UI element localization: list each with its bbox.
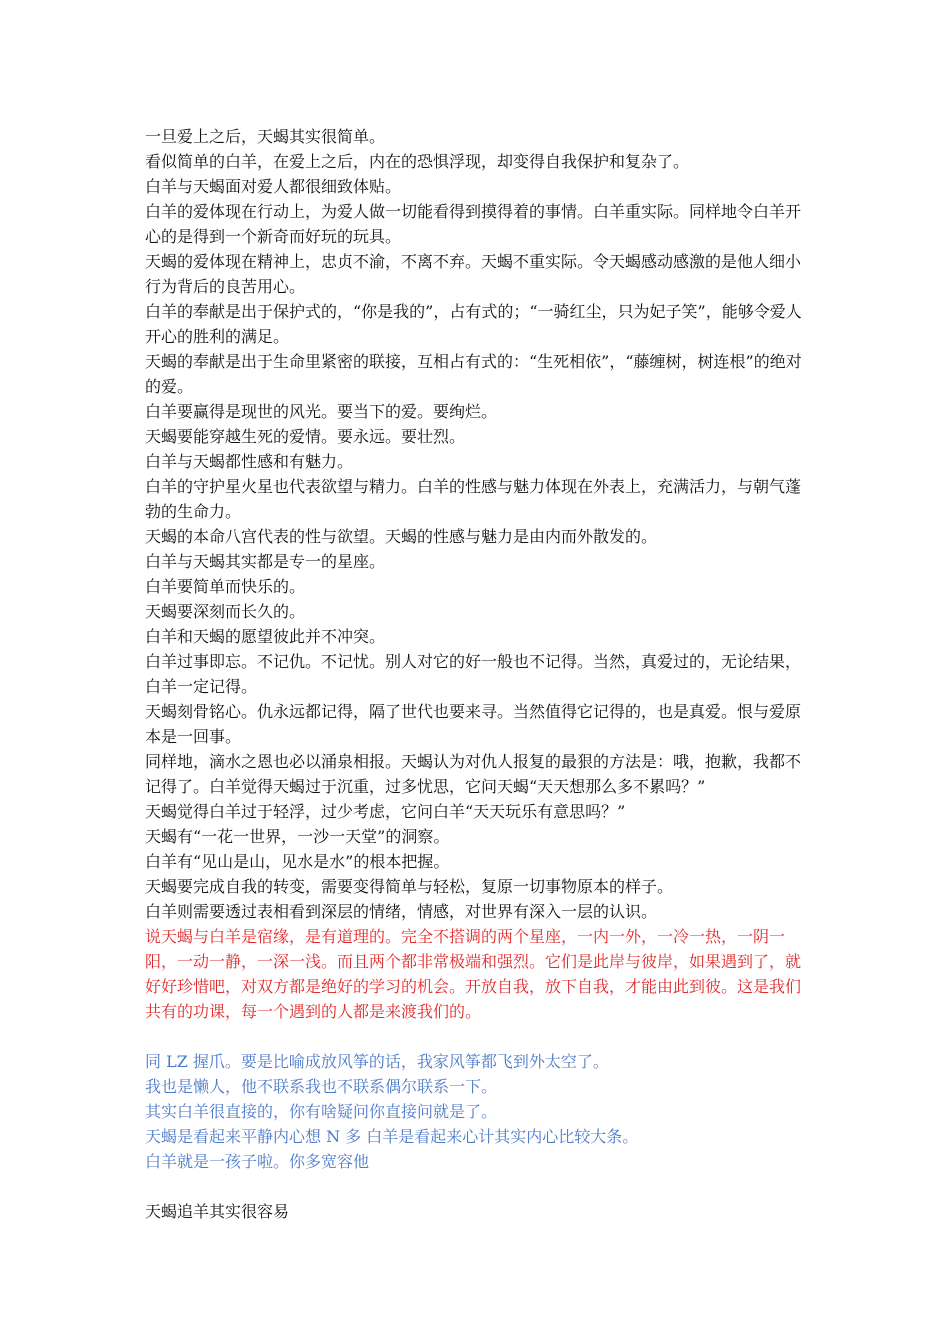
reply-line: 白羊就是一孩子啦。你多宽容他 [145,1152,370,1171]
paragraph: 天蝎的奉献是出于生命里紧密的联接，互相占有式的：“生死相依”，“藤缠树，树连根”的绝对的爱。 [145,352,802,396]
paragraph: 白羊的守护星火星也代表欲望与精力。白羊的性感与魅力体现在外表上，充满活力，与朝气蓬勃的生命力。 [145,477,802,521]
paragraph: 白羊有“见山是山，见水是水”的根本把握。 [145,852,450,871]
spacer [145,1024,813,1049]
paragraph: 天蝎有“一花一世界，一沙一天堂”的洞察。 [145,827,450,846]
paragraph: 白羊要简单而快乐的。 [145,577,306,596]
document-body [145,124,813,1224]
paragraph: 白羊与天蝎都性感和有魅力。 [145,452,354,471]
paragraph: 天蝎觉得白羊过于轻浮，过少考虑，它问白羊“天天玩乐有意思吗？” [145,802,626,821]
paragraph: 白羊的奉献是出于保护式的，“你是我的”，占有式的；“一骑红尘，只为妃子笑”，能够令爱人开心的胜利的满足。 [145,302,802,346]
reply-line: 其实白羊很直接的，你有啥疑问你直接问就是了。 [145,1102,498,1121]
highlighted-paragraph: 说天蝎与白羊是宿缘，是有道理的。完全不搭调的两个星座，一内一外，一冷一热，一阴一阳，一动一静，一深一浅。而且两个都非常极端和强烈。它们是此岸与彼岸，如果遇到了，就好好珍惜吧，对双方都是绝好的学习的机会。开放自我，放下自我，才能由此到彼。这是我们共有的功课，每一个遇到的人都是来渡我们的。 [145,927,802,1021]
paragraph: 同样地，滴水之恩也必以涌泉相报。天蝎认为对仇人报复的最狠的方法是：哦，抱歉，我都不记得了。白羊觉得天蝎过于沉重，过多忧思，它问天蝎“天天想那么多不累吗？” [145,752,802,796]
paragraph: 天蝎要深刻而长久的。 [145,602,306,621]
paragraph: 一旦爱上之后，天蝎其实很简单。 [145,127,386,146]
reply-line: 天蝎是看起来平静内心想 N 多 白羊是看起来心计其实内心比较大条。 [145,1127,639,1146]
paragraph: 看似简单的白羊，在爱上之后，内在的恐惧浮现，却变得自我保护和复杂了。 [145,152,690,171]
paragraph: 白羊与天蝎面对爱人都很细致体贴。 [145,177,402,196]
paragraph: 白羊过事即忘。不记仇。不记忧。别人对它的好一般也不记得。当然，真爱过的，无论结果，白羊一定记得。 [145,652,802,696]
spacer [145,1174,813,1199]
final-line: 天蝎追羊其实很容易 [145,1202,290,1221]
paragraph: 白羊和天蝎的愿望彼此并不冲突。 [145,627,386,646]
paragraph: 白羊与天蝎其实都是专一的星座。 [145,552,386,571]
paragraph: 白羊的爱体现在行动上，为爱人做一切能看得到摸得着的事情。白羊重实际。同样地令白羊开心的是得到一个新奇而好玩的玩具。 [145,202,802,246]
paragraph: 天蝎的爱体现在精神上，忠贞不渝，不离不弃。天蝎不重实际。令天蝎感动感激的是他人细小行为背后的良苦用心。 [145,252,802,296]
paragraph: 白羊则需要透过表相看到深层的情绪，情感，对世界有深入一层的认识。 [145,902,658,921]
paragraph: 天蝎要完成自我的转变，需要变得简单与轻松，复原一切事物原本的样子。 [145,877,674,896]
reply-line: 我也是懒人，他不联系我也不联系偶尔联系一下。 [145,1077,498,1096]
paragraph: 天蝎的本命八宫代表的性与欲望。天蝎的性感与魅力是由内而外散发的。 [145,527,658,546]
paragraph: 天蝎刻骨铭心。仇永远都记得，隔了世代也要来寻。当然值得它记得的，也是真爱。恨与爱原本是一回事。 [145,702,802,746]
paragraph: 天蝎要能穿越生死的爱情。要永远。要壮烈。 [145,427,466,446]
paragraph: 白羊要赢得是现世的风光。要当下的爱。要绚烂。 [145,402,498,421]
reply-line: 同 LZ 握爪。要是比喻成放风筝的话，我家风筝都飞到外太空了。 [145,1052,609,1071]
